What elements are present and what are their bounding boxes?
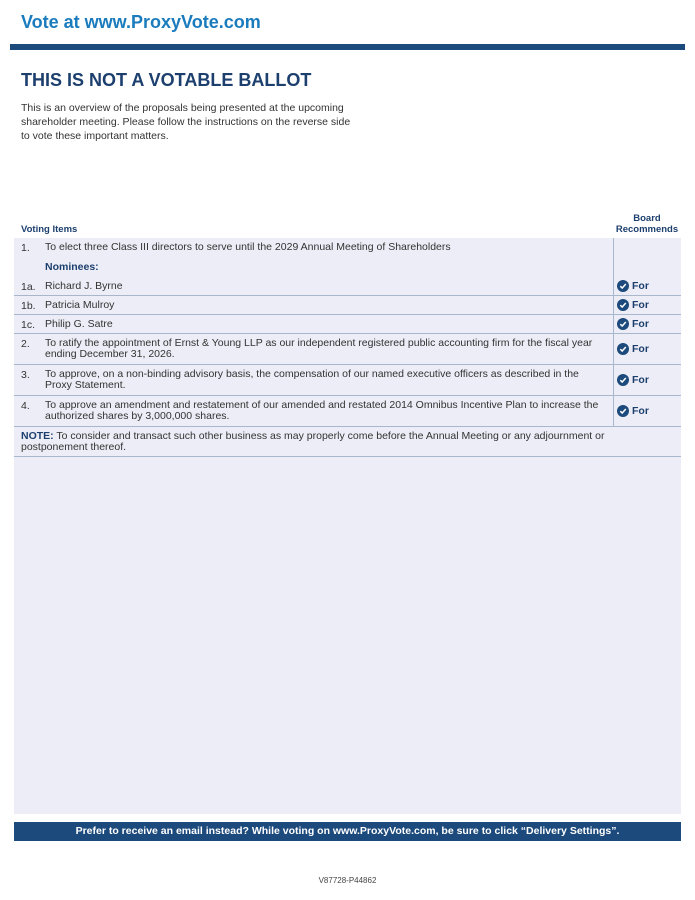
proposal-number: 1. xyxy=(21,242,30,254)
nominee-number: 1a. xyxy=(21,281,36,293)
nominees-label: Nominees: xyxy=(45,261,99,273)
document-code: V87728-P44862 xyxy=(318,876,377,885)
recommendation-cell-empty xyxy=(613,238,681,257)
proposal-text: To approve an amendment and restatement of our amended and restated 2014 Omnibus Incentive Plan to increase the authorized shares by 3,000,000 shares. xyxy=(45,399,599,422)
proposal-row-2 xyxy=(14,334,681,365)
note-text-block xyxy=(21,431,621,453)
proposal-row-1 xyxy=(14,238,681,257)
voting-items-header: Voting Items xyxy=(21,224,78,235)
note-row xyxy=(14,427,681,457)
recommendation-label: For xyxy=(632,280,649,292)
delivery-settings-banner: Prefer to receive an email instead? While voting on www.ProxyVote.com, be sure to click “Delivery Settings”. xyxy=(14,822,681,841)
proposal-text: To elect three Class III directors to serve until the 2029 Annual Meeting of Shareholders xyxy=(45,241,451,253)
board-header-line1: Board xyxy=(633,213,661,224)
board-recommends-header xyxy=(612,213,682,235)
recommendation-label: For xyxy=(632,343,649,355)
nominee-name: Philip G. Satre xyxy=(45,318,113,330)
check-circle-icon xyxy=(617,280,629,292)
proposal-row-3 xyxy=(14,365,681,396)
intro-paragraph: This is an overview of the proposals being presented at the upcoming shareholder meeting. Please follow the instructions on the reverse side to vote these important matters. xyxy=(21,102,351,142)
recommendation-cell xyxy=(613,365,681,395)
recommendation-cell xyxy=(613,296,681,314)
recommendation-cell xyxy=(613,396,681,426)
board-header-line2: Recommends xyxy=(615,224,679,235)
proposal-text: To ratify the appointment of Ernst & Young LLP as our independent registered public accounting firm for the fiscal year ending December 31, 2026. xyxy=(45,337,593,360)
nominee-row-1c xyxy=(14,315,681,334)
check-circle-icon xyxy=(617,405,629,417)
nominee-number: 1b. xyxy=(21,300,36,312)
nominee-number: 1c. xyxy=(21,319,36,331)
ballot-heading: THIS IS NOT A VOTABLE BALLOT xyxy=(21,70,312,90)
nominees-row xyxy=(14,257,681,277)
nominee-name: Patricia Mulroy xyxy=(45,299,115,311)
proposal-number: 3. xyxy=(21,369,30,381)
check-circle-icon xyxy=(617,318,629,330)
recommendation-cell xyxy=(613,334,681,364)
header-title: Vote at www.ProxyVote.com xyxy=(21,12,261,32)
proposal-number: 4. xyxy=(21,400,30,412)
nominee-name: Richard J. Byrne xyxy=(45,280,123,292)
note-label: NOTE: xyxy=(21,430,54,442)
proposal-number: 2. xyxy=(21,338,30,350)
recommendation-cell xyxy=(613,277,681,295)
recommendation-label: For xyxy=(632,318,649,330)
check-circle-icon xyxy=(617,343,629,355)
proposal-text: To approve, on a non-binding advisory basis, the compensation of our named executive officers as described in the Proxy Statement. xyxy=(45,368,579,391)
proposal-row-4 xyxy=(14,396,681,427)
recommendation-cell-empty xyxy=(613,257,681,277)
recommendation-label: For xyxy=(632,374,649,386)
nominee-row-1a xyxy=(14,277,681,296)
nominee-row-1b xyxy=(14,296,681,315)
top-divider xyxy=(10,44,685,50)
recommendation-cell xyxy=(613,315,681,333)
check-circle-icon xyxy=(617,299,629,311)
check-circle-icon xyxy=(617,374,629,386)
note-text: To consider and transact such other business as may properly come before the Annual Meeting or any adjournment or postponement thereof. xyxy=(21,430,605,453)
recommendation-label: For xyxy=(632,405,649,417)
recommendation-label: For xyxy=(632,299,649,311)
